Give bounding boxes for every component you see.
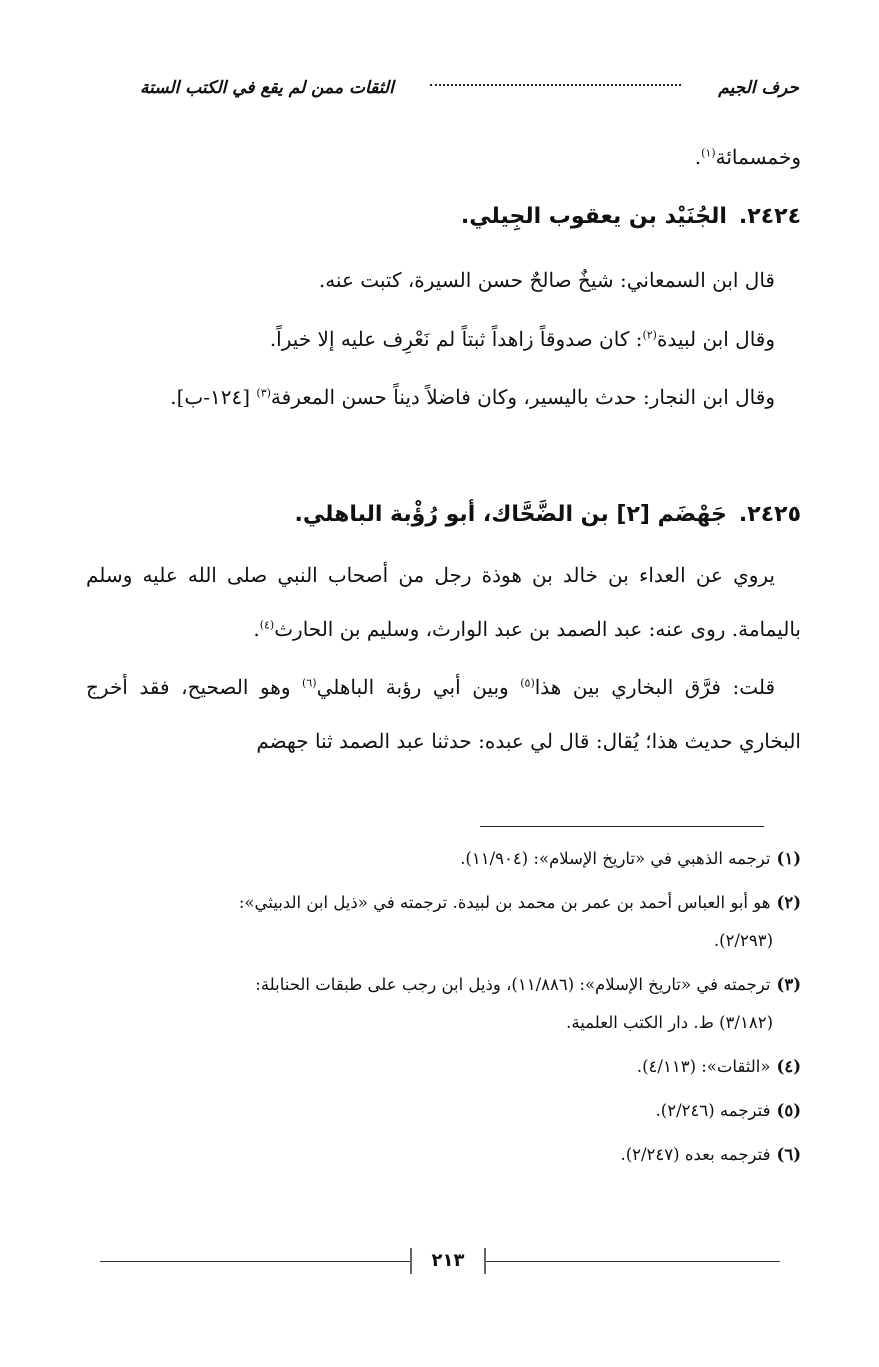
entry-heading-2425 bbox=[86, 488, 801, 542]
footnote: (٥)فترجمه (٢/٢٤٦). bbox=[655, 1101, 801, 1120]
paragraph: قال ابن السمعاني: شيخٌ صالحٌ حسن السيرة، كتبت عنه. bbox=[318, 268, 775, 292]
footnote-ref: (٦) bbox=[302, 676, 317, 690]
paragraph: وقال ابن النجار: حدث باليسير، وكان فاضلاً ديناً حسن المعرفة$^{(٣)}$ [١٢٤-ب]. bbox=[170, 385, 775, 409]
paragraph: يروي عن العداء بن خالد بن هوذة رجل من أصحاب النبي صلى الله عليه وسلم باليمامة. روى عنه: عبد الصمد بن عبد الوارث، وسليم بن الحارث$^{(٤)}$. bbox=[86, 563, 801, 641]
footnote-ref: (١) bbox=[701, 146, 716, 160]
entry-number: ٢٤٢٥. bbox=[738, 502, 801, 527]
header-book-title: الثقات ممن لم يقع في الكتب الستة bbox=[140, 78, 394, 98]
footnote: (٦)فترجمه بعده (٢/٢٤٧). bbox=[620, 1145, 801, 1164]
footnote: (٣)ترجمته في «تاريخ الإسلام»: (١١/٨٨٦)، وذيل ابن رجب على طبقات الحنابلة: (٣/١٨٢) ط. دار الكتب العلمية. bbox=[255, 975, 801, 1032]
entry-heading-2424 bbox=[86, 190, 801, 244]
footnote: (٢)هو أبو العباس أحمد بن عمر بن محمد بن لبيدة. ترجمته في «ذيل ابن الدبيثي»: (٢/٢٩٣). bbox=[238, 893, 801, 950]
paragraph: قلت: فرَّق البخاري بين هذا$^{(٥)}$ وبين أبي رؤبة الباهلي$^{(٦)}$ وهو الصحيح، فقد أخرج البخاري حديث هذا؛ يُقال: قال لي عبده: حدثنا عبد الصمد ثنا جهضم bbox=[86, 675, 801, 753]
footnote-ref: (٥) bbox=[520, 676, 535, 690]
footnote-separator bbox=[480, 826, 764, 827]
running-header bbox=[140, 72, 799, 106]
page-number: ٢١٣ bbox=[410, 1248, 486, 1274]
entry-number: ٢٤٢٤. bbox=[738, 204, 801, 229]
header-section: حرف الجيم bbox=[718, 78, 799, 98]
footnote-ref: (٤) bbox=[259, 618, 275, 632]
entry-name: جَهْضَم [٢] بن الضَّحَّاك، أبو رُؤْبة الباهلي. bbox=[294, 502, 727, 527]
footnote-ref: (٢) bbox=[642, 328, 657, 342]
paragraph: وقال ابن لبيدة$^{(٢)}$: كان صدوقاً زاهداً ثبتاً لم نَعْرِف عليه إلا خيراً. bbox=[269, 327, 775, 351]
footnotes bbox=[86, 840, 801, 1180]
intro-line: وخمسمائة$^{(١)}$. bbox=[694, 145, 801, 169]
footnote-ref: (٣) bbox=[256, 386, 271, 400]
footnote: (٤)«الثقات»: (٤/١١٣). bbox=[636, 1057, 801, 1076]
footnote: (١)ترجمه الذهبي في «تاريخ الإسلام»: (١١/٩٠٤). bbox=[460, 849, 801, 868]
entry-name: الجُنَيْد بن يعقوب الجِيلي. bbox=[460, 204, 727, 229]
header-dot-leader bbox=[430, 84, 681, 86]
page-footer bbox=[100, 1248, 780, 1278]
